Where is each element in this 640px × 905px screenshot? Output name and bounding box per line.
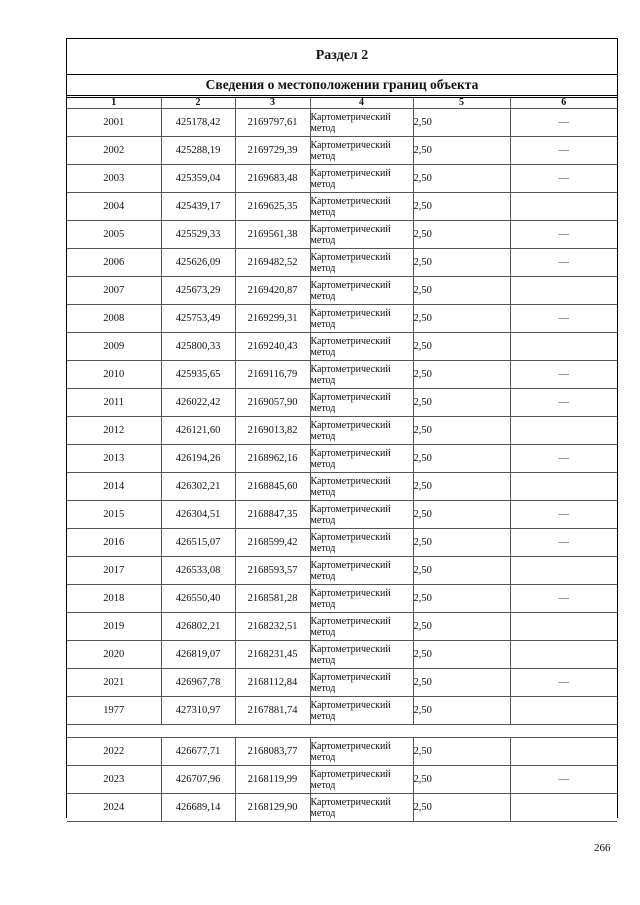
method-cell: Картометрический метод	[310, 137, 413, 165]
table-row	[67, 165, 617, 193]
description-cell: —	[510, 137, 617, 165]
description-cell: —	[510, 221, 617, 249]
method-cell: Картометрический метод	[310, 557, 413, 585]
point-number-cell: 2012	[67, 417, 161, 445]
point-number-cell: 2011	[67, 389, 161, 417]
y-coordinate-cell: 2169625,35	[235, 193, 310, 221]
point-number-cell: 2021	[67, 669, 161, 697]
table-row	[67, 697, 617, 725]
description-cell: —	[510, 305, 617, 333]
table-row	[67, 641, 617, 669]
method-cell: Картометрический метод	[310, 445, 413, 473]
table-row	[67, 137, 617, 165]
accuracy-cell: 2,50	[413, 249, 510, 277]
accuracy-cell: 2,50	[413, 766, 510, 794]
point-number-cell: 2004	[67, 193, 161, 221]
method-cell: Картометрический метод	[310, 794, 413, 822]
y-coordinate-cell: 2169561,38	[235, 221, 310, 249]
x-coordinate-cell: 426802,21	[161, 613, 235, 641]
x-coordinate-cell: 426677,71	[161, 738, 235, 766]
column-header: 3	[235, 98, 310, 109]
point-number-cell: 2013	[67, 445, 161, 473]
accuracy-cell: 2,50	[413, 738, 510, 766]
y-coordinate-cell: 2168129,90	[235, 794, 310, 822]
y-coordinate-cell: 2169057,90	[235, 389, 310, 417]
y-coordinate-cell: 2168593,57	[235, 557, 310, 585]
accuracy-cell: 2,50	[413, 473, 510, 501]
description-cell: —	[510, 389, 617, 417]
column-header: 4	[310, 98, 413, 109]
x-coordinate-cell: 425529,33	[161, 221, 235, 249]
point-number-cell: 1977	[67, 697, 161, 725]
y-coordinate-cell: 2169482,52	[235, 249, 310, 277]
description-cell: —	[510, 766, 617, 794]
column-header: 5	[413, 98, 510, 109]
description-cell	[510, 738, 617, 766]
table-row	[67, 389, 617, 417]
x-coordinate-cell: 426689,14	[161, 794, 235, 822]
accuracy-cell: 2,50	[413, 501, 510, 529]
method-cell: Картометрический метод	[310, 277, 413, 305]
table-row	[67, 585, 617, 613]
column-header: 1	[67, 98, 161, 109]
accuracy-cell: 2,50	[413, 641, 510, 669]
table-row	[67, 501, 617, 529]
table-row	[67, 794, 617, 822]
description-cell: —	[510, 585, 617, 613]
method-cell: Картометрический метод	[310, 473, 413, 501]
table-row	[67, 333, 617, 361]
separator-cell	[67, 725, 617, 738]
description-cell: —	[510, 109, 617, 137]
y-coordinate-cell: 2169729,39	[235, 137, 310, 165]
page-number: 266	[594, 842, 611, 854]
point-number-cell: 2006	[67, 249, 161, 277]
column-header: 2	[161, 98, 235, 109]
accuracy-cell: 2,50	[413, 417, 510, 445]
point-number-cell: 2017	[67, 557, 161, 585]
table-row	[67, 766, 617, 794]
table-row	[67, 738, 617, 766]
point-number-cell: 2003	[67, 165, 161, 193]
x-coordinate-cell: 425288,19	[161, 137, 235, 165]
method-cell: Картометрический метод	[310, 613, 413, 641]
point-number-cell: 2016	[67, 529, 161, 557]
y-coordinate-cell: 2168119,99	[235, 766, 310, 794]
x-coordinate-cell: 426022,42	[161, 389, 235, 417]
method-cell: Картометрический метод	[310, 738, 413, 766]
method-cell: Картометрический метод	[310, 221, 413, 249]
x-coordinate-cell: 425800,33	[161, 333, 235, 361]
y-coordinate-cell: 2168232,51	[235, 613, 310, 641]
x-coordinate-cell: 426819,07	[161, 641, 235, 669]
x-coordinate-cell: 425753,49	[161, 305, 235, 333]
point-number-cell: 2014	[67, 473, 161, 501]
table-row	[67, 417, 617, 445]
table-row	[67, 109, 617, 137]
method-cell: Картометрический метод	[310, 333, 413, 361]
coordinates-table	[67, 98, 617, 822]
description-cell: —	[510, 669, 617, 697]
separator-row	[67, 725, 617, 738]
document-frame	[66, 38, 618, 818]
accuracy-cell: 2,50	[413, 669, 510, 697]
accuracy-cell: 2,50	[413, 697, 510, 725]
y-coordinate-cell: 2168112,84	[235, 669, 310, 697]
x-coordinate-cell: 426302,21	[161, 473, 235, 501]
method-cell: Картометрический метод	[310, 389, 413, 417]
description-cell	[510, 473, 617, 501]
table-row	[67, 221, 617, 249]
y-coordinate-cell: 2169116,79	[235, 361, 310, 389]
description-cell	[510, 557, 617, 585]
method-cell: Картометрический метод	[310, 417, 413, 445]
x-coordinate-cell: 425439,17	[161, 193, 235, 221]
accuracy-cell: 2,50	[413, 109, 510, 137]
y-coordinate-cell: 2169683,48	[235, 165, 310, 193]
point-number-cell: 2001	[67, 109, 161, 137]
column-header: 6	[510, 98, 617, 109]
method-cell: Картометрический метод	[310, 109, 413, 137]
accuracy-cell: 2,50	[413, 585, 510, 613]
point-number-cell: 2019	[67, 613, 161, 641]
table-row	[67, 277, 617, 305]
description-cell	[510, 277, 617, 305]
point-number-cell: 2018	[67, 585, 161, 613]
accuracy-cell: 2,50	[413, 137, 510, 165]
y-coordinate-cell: 2169240,43	[235, 333, 310, 361]
section-heading: Раздел 2	[315, 48, 369, 63]
method-cell: Картометрический метод	[310, 193, 413, 221]
description-cell: —	[510, 445, 617, 473]
point-number-cell: 2022	[67, 738, 161, 766]
description-cell: —	[510, 249, 617, 277]
y-coordinate-cell: 2168231,45	[235, 641, 310, 669]
x-coordinate-cell: 426194,26	[161, 445, 235, 473]
y-coordinate-cell: 2169299,31	[235, 305, 310, 333]
accuracy-cell: 2,50	[413, 305, 510, 333]
method-cell: Картометрический метод	[310, 305, 413, 333]
y-coordinate-cell: 2168847,35	[235, 501, 310, 529]
description-cell	[510, 794, 617, 822]
y-coordinate-cell: 2168845,60	[235, 473, 310, 501]
point-number-cell: 2009	[67, 333, 161, 361]
accuracy-cell: 2,50	[413, 389, 510, 417]
table-row	[67, 557, 617, 585]
table-row	[67, 361, 617, 389]
point-number-cell: 2002	[67, 137, 161, 165]
table-row	[67, 669, 617, 697]
column-number-row	[67, 98, 617, 109]
point-number-cell: 2008	[67, 305, 161, 333]
description-cell: —	[510, 165, 617, 193]
y-coordinate-cell: 2169013,82	[235, 417, 310, 445]
method-cell: Картометрический метод	[310, 165, 413, 193]
accuracy-cell: 2,50	[413, 193, 510, 221]
table-row	[67, 249, 617, 277]
accuracy-cell: 2,50	[413, 557, 510, 585]
accuracy-cell: 2,50	[413, 333, 510, 361]
point-number-cell: 2023	[67, 766, 161, 794]
table-row	[67, 305, 617, 333]
accuracy-cell: 2,50	[413, 445, 510, 473]
y-coordinate-cell: 2168962,16	[235, 445, 310, 473]
x-coordinate-cell: 426121,60	[161, 417, 235, 445]
table-row	[67, 473, 617, 501]
x-coordinate-cell: 425626,09	[161, 249, 235, 277]
description-cell	[510, 641, 617, 669]
y-coordinate-cell: 2169420,87	[235, 277, 310, 305]
table-title: Сведения о местоположении границ объекта	[67, 74, 617, 95]
x-coordinate-cell: 426967,78	[161, 669, 235, 697]
description-cell	[510, 697, 617, 725]
accuracy-cell: 2,50	[413, 221, 510, 249]
method-cell: Картометрический метод	[310, 529, 413, 557]
x-coordinate-cell: 425178,42	[161, 109, 235, 137]
method-cell: Картометрический метод	[310, 249, 413, 277]
point-number-cell: 2015	[67, 501, 161, 529]
table-row	[67, 613, 617, 641]
x-coordinate-cell: 426515,07	[161, 529, 235, 557]
accuracy-cell: 2,50	[413, 613, 510, 641]
point-number-cell: 2020	[67, 641, 161, 669]
y-coordinate-cell: 2169797,61	[235, 109, 310, 137]
description-cell	[510, 417, 617, 445]
description-cell: —	[510, 501, 617, 529]
table-row	[67, 193, 617, 221]
accuracy-cell: 2,50	[413, 165, 510, 193]
description-cell	[510, 193, 617, 221]
method-cell: Картометрический метод	[310, 501, 413, 529]
method-cell: Картометрический метод	[310, 361, 413, 389]
x-coordinate-cell: 425359,04	[161, 165, 235, 193]
point-number-cell: 2007	[67, 277, 161, 305]
x-coordinate-cell: 427310,97	[161, 697, 235, 725]
x-coordinate-cell: 426533,08	[161, 557, 235, 585]
x-coordinate-cell: 426707,96	[161, 766, 235, 794]
description-cell: —	[510, 529, 617, 557]
method-cell: Картометрический метод	[310, 669, 413, 697]
point-number-cell: 2024	[67, 794, 161, 822]
y-coordinate-cell: 2168599,42	[235, 529, 310, 557]
accuracy-cell: 2,50	[413, 794, 510, 822]
description-cell: —	[510, 361, 617, 389]
table-row	[67, 445, 617, 473]
x-coordinate-cell: 425673,29	[161, 277, 235, 305]
method-cell: Картометрический метод	[310, 585, 413, 613]
accuracy-cell: 2,50	[413, 529, 510, 557]
y-coordinate-cell: 2167881,74	[235, 697, 310, 725]
x-coordinate-cell: 426304,51	[161, 501, 235, 529]
table-row	[67, 529, 617, 557]
x-coordinate-cell: 425935,65	[161, 361, 235, 389]
method-cell: Картометрический метод	[310, 766, 413, 794]
y-coordinate-cell: 2168083,77	[235, 738, 310, 766]
y-coordinate-cell: 2168581,28	[235, 585, 310, 613]
description-cell	[510, 333, 617, 361]
accuracy-cell: 2,50	[413, 277, 510, 305]
point-number-cell: 2010	[67, 361, 161, 389]
point-number-cell: 2005	[67, 221, 161, 249]
description-cell	[510, 613, 617, 641]
method-cell: Картометрический метод	[310, 641, 413, 669]
accuracy-cell: 2,50	[413, 361, 510, 389]
x-coordinate-cell: 426550,40	[161, 585, 235, 613]
method-cell: Картометрический метод	[310, 697, 413, 725]
